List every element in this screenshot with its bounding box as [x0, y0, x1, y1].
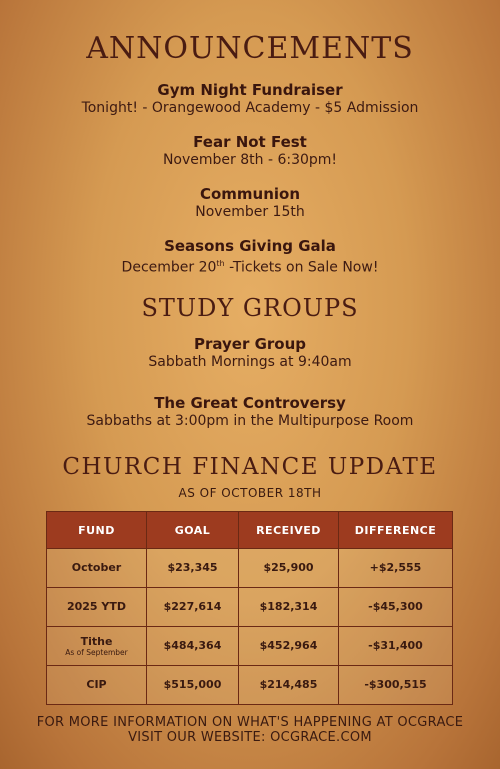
column-header-difference: DIFFERENCE: [339, 512, 453, 549]
difference-cell: +$2,555: [339, 549, 453, 588]
column-header-received: RECEIVED: [239, 512, 339, 549]
study-group-item: [0, 394, 500, 430]
fund-cell: October: [47, 549, 147, 588]
difference-cell: -$45,300: [339, 588, 453, 627]
announcement-title: Communion: [199, 185, 301, 203]
announcements-heading: ANNOUNCEMENTS: [86, 31, 414, 66]
table-row: [47, 627, 453, 666]
received-cell: $25,900: [239, 549, 339, 588]
received-cell: $182,314: [239, 588, 339, 627]
announcement-detail: [0, 255, 500, 277]
announcement-title: Seasons Giving Gala: [164, 237, 336, 255]
goal-cell: $227,614: [147, 588, 239, 627]
study-group-detail: Sabbaths at 3:00pm in the Multipurpose Room: [86, 413, 414, 429]
footer: [0, 715, 500, 745]
announcement-title: Gym Night Fundraiser: [157, 81, 343, 99]
difference-cell: -$31,400: [339, 627, 453, 666]
finance-table-header-row: [47, 512, 453, 549]
fund-cell: [47, 627, 147, 666]
study-group-item: [0, 335, 500, 371]
table-row: [47, 549, 453, 588]
table-row: [47, 666, 453, 705]
fund-cell: CIP: [47, 666, 147, 705]
date-ordinal-suffix: th: [216, 259, 225, 268]
announcement-ticket-note: -Tickets on Sale Now!: [224, 259, 379, 276]
announcement-item: [0, 81, 500, 117]
table-row: [47, 588, 453, 627]
goal-cell: $23,345: [147, 549, 239, 588]
announcement-item: [0, 185, 500, 221]
announcement-date: December 20: [121, 259, 217, 276]
column-header-goal: GOAL: [147, 512, 239, 549]
announcement-item: [0, 133, 500, 169]
study-groups-heading: STUDY GROUPS: [141, 294, 359, 322]
study-group-title: Prayer Group: [193, 335, 307, 353]
footer-info-line: FOR MORE INFORMATION ON WHAT'S HAPPENING AT OCGRACE: [36, 715, 464, 730]
announcement-item: [0, 237, 500, 277]
column-header-fund: FUND: [47, 512, 147, 549]
study-group-title: The Great Controversy: [154, 394, 346, 412]
goal-cell: $515,000: [147, 666, 239, 705]
announcement-detail: Tonight! - Orangewood Academy - $5 Admission: [81, 100, 419, 116]
finance-heading: CHURCH FINANCE UPDATE: [62, 454, 438, 480]
study-group-detail: Sabbath Mornings at 9:40am: [148, 354, 352, 370]
fund-cell: 2025 YTD: [47, 588, 147, 627]
fund-name: Tithe: [80, 634, 113, 648]
announcement-detail: November 15th: [195, 204, 305, 220]
difference-cell: -$300,515: [339, 666, 453, 705]
announcement-title: Fear Not Fest: [193, 133, 307, 151]
received-cell: $452,964: [239, 627, 339, 666]
announcement-detail: November 8th - 6:30pm!: [162, 152, 338, 168]
finance-as-of-date: AS OF OCTOBER 18TH: [178, 486, 322, 500]
received-cell: $214,485: [239, 666, 339, 705]
fund-note: As of September: [65, 647, 128, 657]
finance-table: [46, 511, 453, 705]
goal-cell: $484,364: [147, 627, 239, 666]
footer-website-line: VISIT OUR WEBSITE: OCGRACE.COM: [128, 730, 372, 745]
